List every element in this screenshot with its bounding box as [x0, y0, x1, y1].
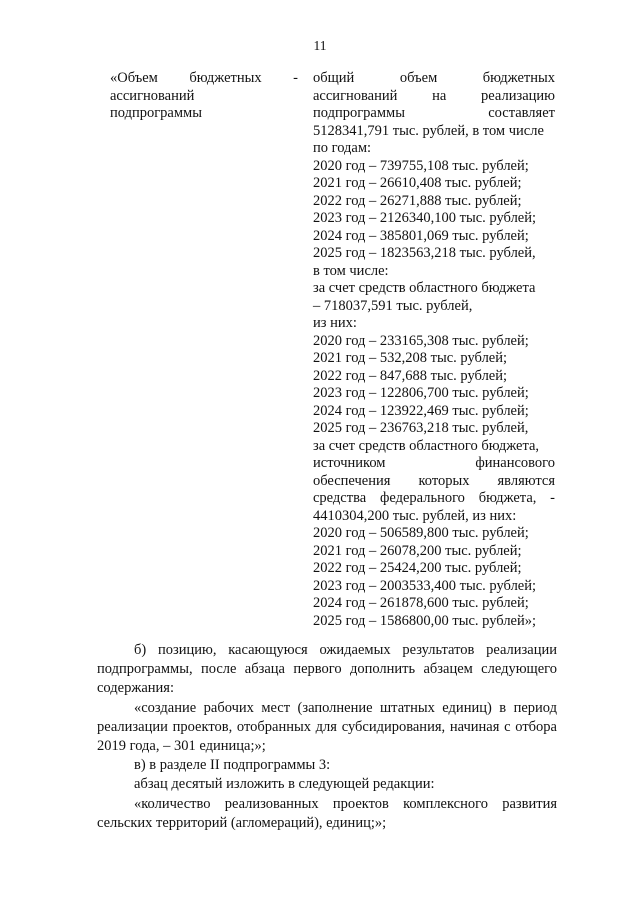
- paragraph-line: реализации проектов, отобранных для субсидирования, начиная с отбора: [97, 718, 557, 735]
- right-cell-line: 2023 год – 2003533,400 тыс. рублей;: [313, 577, 537, 594]
- page-number: 11: [313, 38, 327, 53]
- right-cell-line: 2025 год – 1823563,218 тыс. рублей,: [313, 245, 536, 261]
- right-cell-line: 2020 год – 506589,800 тыс. рублей;: [313, 525, 529, 541]
- paragraph-line: б) позицию, касающуюся ожидаемых результатов реализации: [134, 642, 557, 658]
- right-cell-line: 2024 год – 385801,069 тыс. рублей;: [313, 227, 529, 244]
- right-cell-line: 2022 год – 26271,888 тыс. рублей;: [313, 192, 522, 209]
- right-cell-line: по годам:: [313, 140, 372, 156]
- paragraph-line: абзац десятый изложить в следующей редакции:: [134, 776, 435, 793]
- right-cell-line: 2025 год – 1586800,00 тыс. рублей»;: [313, 612, 537, 629]
- paragraph-line: «создание рабочих мест (заполнение штатных единиц) в период: [134, 699, 557, 716]
- right-cell-line: источником финансового: [313, 455, 555, 471]
- right-cell-line: 2020 год – 739755,108 тыс. рублей;: [313, 157, 529, 174]
- right-cell-line: 2024 год – 261878,600 тыс. рублей;: [313, 595, 529, 611]
- right-cell-line: 2023 год – 122806,700 тыс. рублей;: [313, 385, 529, 401]
- right-cell-line: подпрограммы составляет: [313, 105, 555, 121]
- paragraph-line: 2019 года, – 301 единица;»;: [97, 738, 266, 755]
- right-cell-line: 2023 год – 2126340,100 тыс. рублей;: [313, 210, 537, 226]
- table-left-cell: [110, 70, 298, 123]
- right-cell-line: 2025 год – 236763,218 тыс. рублей,: [313, 420, 529, 436]
- right-cell-line: 2021 год – 26610,408 тыс. рублей;: [313, 175, 522, 191]
- right-cell-line: за счет средств областного бюджета: [313, 280, 536, 296]
- left-cell-line: подпрограммы: [110, 105, 202, 121]
- left-cell-line: «Объем бюджетных -: [110, 70, 298, 86]
- right-cell-line: из них:: [313, 315, 357, 331]
- paragraph-line: сельских территорий (агломераций), единиц;»;: [97, 814, 387, 831]
- right-cell-line: обеспечения которых являются: [313, 472, 555, 489]
- right-cell-line: ассигнований на реализацию: [313, 87, 555, 104]
- paragraph-line: в) в разделе II подпрограммы 3:: [134, 757, 331, 774]
- paragraph-line: подпрограммы, после абзаца первого дополнить абзацем следующего: [97, 661, 557, 678]
- right-cell-line: 2022 год – 25424,200 тыс. рублей;: [313, 560, 522, 576]
- right-cell-line: 2022 год – 847,688 тыс. рублей;: [313, 367, 508, 384]
- right-cell-line: 2021 год – 26078,200 тыс. рублей;: [313, 542, 522, 559]
- right-cell-line: 5128341,791 тыс. рублей, в том числе: [313, 122, 544, 139]
- paragraph-line: «количество реализованных проектов комплексного развития: [134, 795, 557, 812]
- right-cell-line: средства федерального бюджета, -: [313, 490, 555, 506]
- right-cell-line: в том числе:: [313, 262, 389, 279]
- right-cell-line: общий объем бюджетных: [313, 70, 555, 86]
- body-paragraphs: [97, 641, 557, 833]
- right-cell-line: 4410304,200 тыс. рублей, из них:: [313, 507, 517, 524]
- right-cell-line: 2024 год – 123922,469 тыс. рублей;: [313, 402, 529, 419]
- left-cell-line: ассигнований: [110, 87, 195, 104]
- paragraph-line: содержания:: [97, 680, 175, 697]
- right-cell-line: – 718037,591 тыс. рублей,: [313, 297, 473, 314]
- table-right-cell: [313, 70, 555, 630]
- right-cell-line: 2020 год – 233165,308 тыс. рублей;: [313, 332, 529, 349]
- right-cell-line: за счет средств областного бюджета,: [313, 437, 540, 454]
- right-cell-line: 2021 год – 532,208 тыс. рублей;: [313, 350, 508, 366]
